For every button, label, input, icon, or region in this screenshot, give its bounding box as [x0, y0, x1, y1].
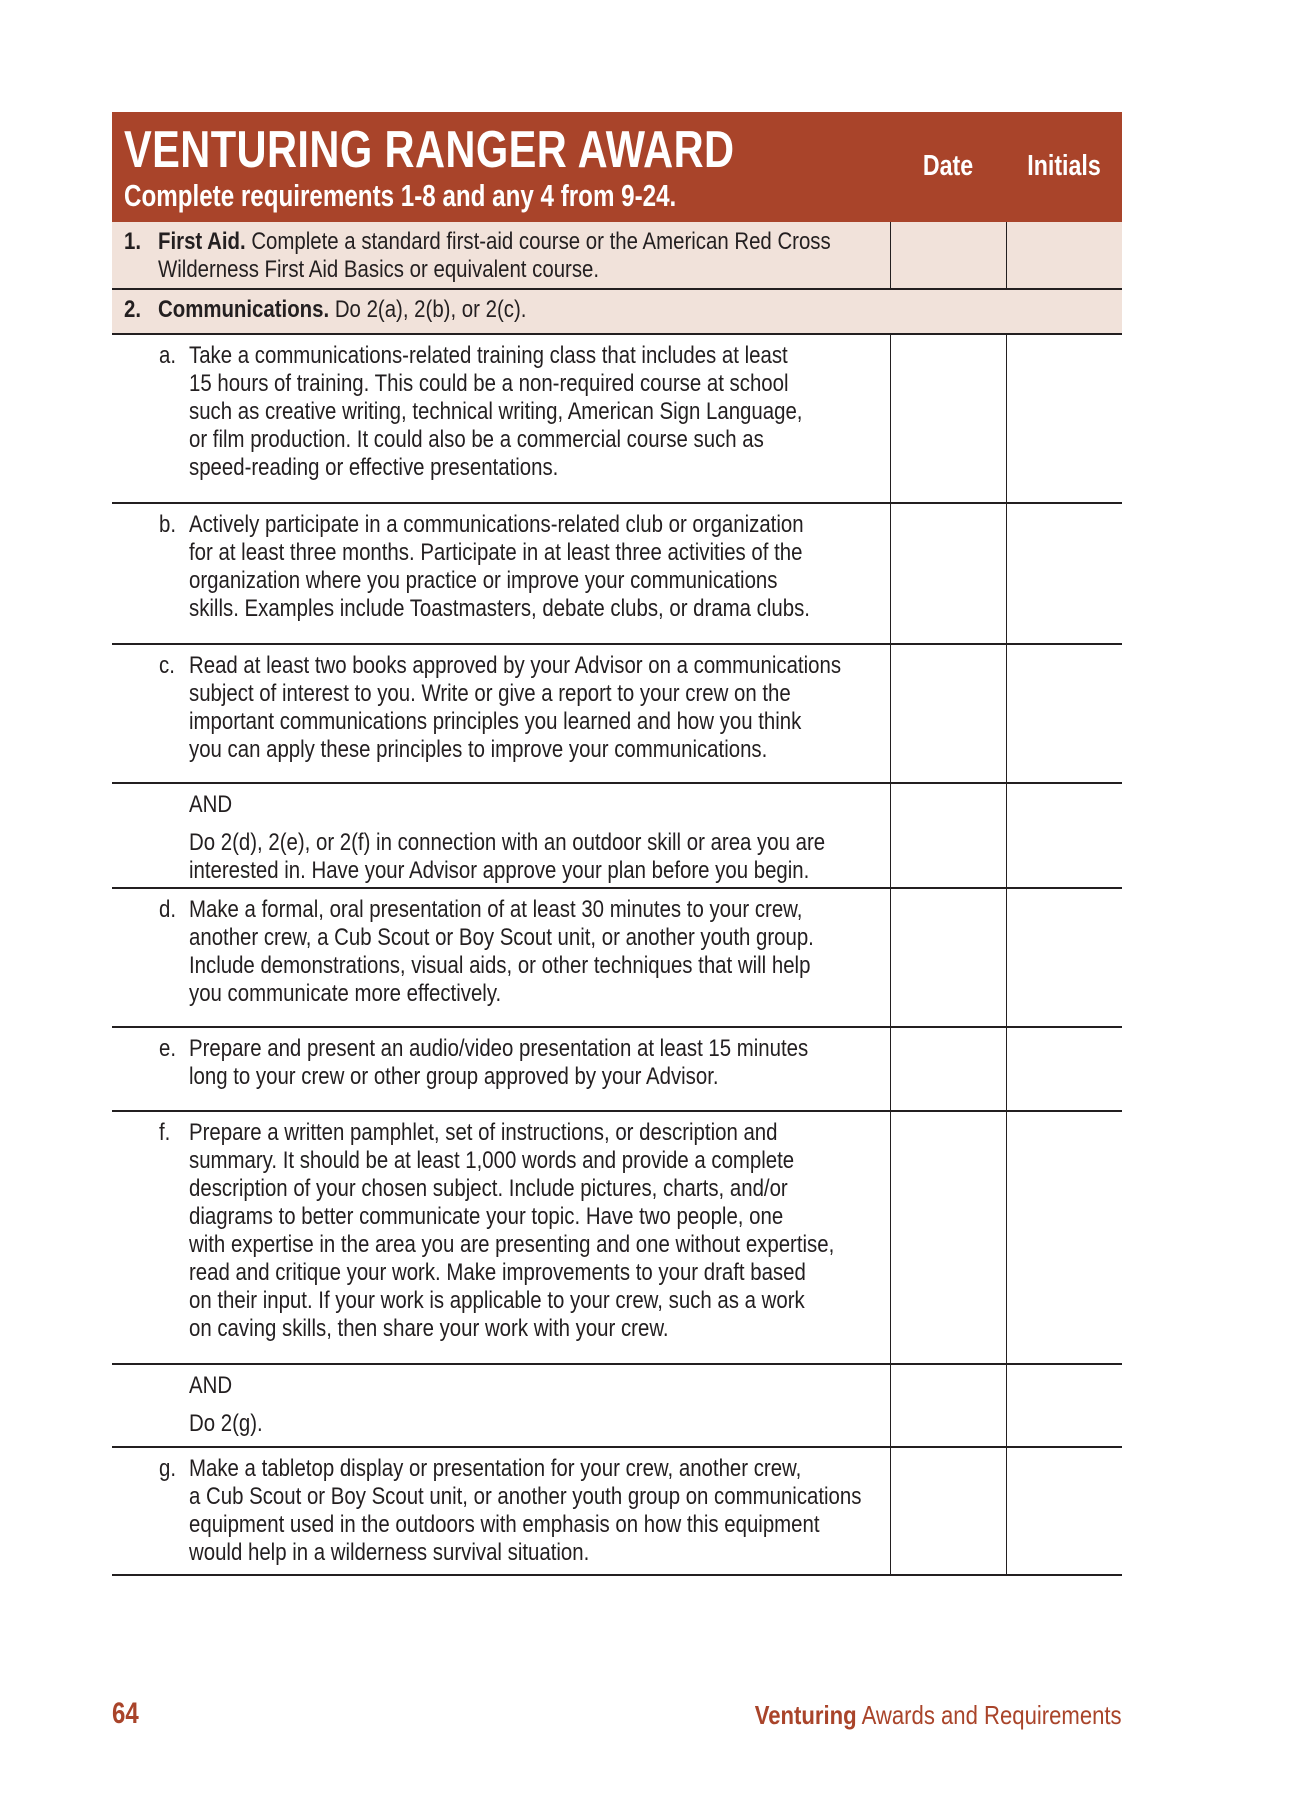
- date-cell[interactable]: [890, 1112, 1007, 1363]
- requirement-text: [158, 296, 591, 324]
- requirement-line: such as creative writing, technical writing, American Sign Language,: [189, 398, 803, 425]
- date-cell[interactable]: [890, 784, 1007, 887]
- requirement-text: [189, 1119, 948, 1343]
- date-cell[interactable]: [890, 645, 1007, 782]
- requirement-text: [189, 1372, 276, 1438]
- requirement-text: [189, 1035, 917, 1091]
- requirement-line: organization where you practice or improve your communications: [189, 567, 778, 594]
- page-number: 64: [112, 1697, 139, 1730]
- date-cell[interactable]: [890, 1028, 1007, 1110]
- footer-section-title: [755, 1700, 1122, 1731]
- requirement-text: [189, 896, 924, 1008]
- requirement-text: [189, 652, 956, 764]
- footer-section-rest: Awards and Requirements: [857, 1700, 1122, 1730]
- initials-cell[interactable]: [1006, 1448, 1123, 1574]
- requirement-line: would help in a wilderness survival situation.: [189, 1539, 590, 1566]
- requirement-line: on their input. If your work is applicable to your crew, such as a work: [189, 1287, 805, 1314]
- requirement-marker: 2.: [124, 296, 142, 323]
- requirement-marker: d.: [159, 896, 177, 923]
- date-cell[interactable]: [890, 1365, 1007, 1446]
- requirement-line: speed-reading or effective presentations.: [189, 454, 559, 481]
- date-cell[interactable]: [890, 335, 1007, 502]
- requirement-line: long to your crew or other group approved by your Advisor.: [189, 1063, 719, 1090]
- requirement-line: Communications. Do 2(a), 2(b), or 2(c).: [158, 296, 527, 323]
- requirement-row: [112, 1448, 1122, 1576]
- initials-cell[interactable]: [1006, 504, 1123, 643]
- award-title: VENTURING RANGER AWARD: [124, 121, 735, 179]
- requirement-line: subject of interest to you. Write or give a report to your crew on the: [189, 680, 791, 707]
- requirement-marker: f.: [159, 1119, 171, 1146]
- requirement-line: Make a formal, oral presentation of at least 30 minutes to your crew,: [189, 896, 803, 923]
- requirement-line: you can apply these principles to improve your communications.: [189, 736, 768, 763]
- requirement-line: on caving skills, then share your work with your crew.: [189, 1315, 669, 1342]
- requirement-line: Take a communications-related training class that includes at least: [189, 342, 788, 369]
- requirement-marker: g.: [159, 1455, 177, 1482]
- requirement-line: Actively participate in a communications-related club or organization: [189, 511, 804, 538]
- requirement-line: Prepare a written pamphlet, set of instructions, or description and: [189, 1119, 778, 1146]
- requirement-text: [189, 511, 920, 623]
- requirement-row: [112, 222, 1122, 290]
- requirement-line: or film production. It could also be a commercial course such as: [189, 426, 764, 453]
- requirement-marker: a.: [159, 342, 177, 369]
- requirement-row: [112, 1028, 1122, 1112]
- initials-cell[interactable]: [1006, 1365, 1123, 1446]
- requirement-row: [112, 290, 1122, 335]
- requirement-line: Do 2(g).: [189, 1410, 263, 1437]
- requirement-marker: b.: [159, 511, 177, 538]
- requirement-line: another crew, a Cub Scout or Boy Scout unit, or another youth group.: [189, 924, 814, 951]
- requirement-line: with expertise in the area you are presenting and one without expertise,: [189, 1231, 835, 1258]
- date-cell[interactable]: [890, 1448, 1007, 1574]
- requirement-line: Include demonstrations, visual aids, or other techniques that will help: [189, 952, 811, 979]
- requirement-line: diagrams to better communicate your topic. Have two people, one: [189, 1203, 784, 1230]
- requirement-marker: c.: [159, 652, 175, 679]
- requirement-line: a Cub Scout or Boy Scout unit, or another youth group on communications: [189, 1483, 862, 1510]
- requirement-line: important communications principles you learned and how you think: [189, 708, 802, 735]
- initials-cell[interactable]: [1006, 645, 1123, 782]
- requirement-text: [189, 342, 911, 482]
- initials-cell[interactable]: [1006, 784, 1123, 887]
- requirement-line: Do 2(d), 2(e), or 2(f) in connection with an outdoor skill or area you are: [189, 829, 826, 856]
- initials-cell[interactable]: [1006, 222, 1123, 288]
- requirement-row: [112, 645, 1122, 784]
- requirement-line: equipment used in the outdoors with emphasis on how this equipment: [189, 1511, 820, 1538]
- requirement-line: description of your chosen subject. Include pictures, charts, and/or: [189, 1175, 788, 1202]
- requirement-line: summary. It should be at least 1,000 words and provide a complete: [189, 1147, 795, 1174]
- requirement-text: [189, 1455, 980, 1567]
- requirement-row: [112, 1112, 1122, 1365]
- requirement-text: [189, 791, 937, 885]
- requirement-line: Wilderness First Aid Basics or equivalent course.: [158, 256, 600, 283]
- requirement-line: you communicate more effectively.: [189, 980, 502, 1007]
- requirement-row: [112, 504, 1122, 645]
- footer-section-bold: Venturing: [755, 1700, 858, 1730]
- date-cell[interactable]: [890, 504, 1007, 643]
- requirement-line: First Aid. Complete a standard first-aid course or the American Red Cross: [158, 228, 831, 255]
- requirement-row: [112, 1365, 1122, 1448]
- initials-cell[interactable]: [1006, 1112, 1123, 1363]
- award-header: [112, 112, 1122, 222]
- requirement-title: Communications.: [158, 296, 330, 323]
- requirement-line: read and critique your work. Make improvements to your draft based: [189, 1259, 806, 1286]
- initials-cell[interactable]: [1006, 1028, 1123, 1110]
- requirement-line: skills. Examples include Toastmasters, debate clubs, or drama clubs.: [189, 595, 810, 622]
- requirement-line: AND: [189, 791, 233, 818]
- requirement-line: Make a tabletop display or presentation for your crew, another crew,: [189, 1455, 802, 1482]
- requirement-line: interested in. Have your Advisor approve your plan before you begin.: [189, 857, 810, 884]
- requirement-line: AND: [189, 1372, 233, 1399]
- initials-cell[interactable]: [1006, 335, 1123, 502]
- requirement-title: First Aid.: [158, 228, 246, 255]
- requirement-row: [112, 889, 1122, 1028]
- requirement-marker: e.: [159, 1035, 177, 1062]
- requirement-line: Prepare and present an audio/video presentation at least 15 minutes: [189, 1035, 809, 1062]
- requirement-line: Read at least two books approved by your Advisor on a communications: [189, 652, 842, 679]
- requirement-text: [158, 228, 949, 284]
- award-subtitle: Complete requirements 1-8 and any 4 from 9-24.: [124, 178, 677, 213]
- date-column-header: Date: [922, 150, 974, 182]
- initials-cell[interactable]: [1006, 889, 1123, 1026]
- requirement-row: [112, 335, 1122, 504]
- requirement-marker: 1.: [124, 228, 142, 255]
- requirement-line: 15 hours of training. This could be a non-required course at school: [189, 370, 789, 397]
- initials-column-header: Initials: [1027, 150, 1101, 182]
- date-cell[interactable]: [890, 889, 1007, 1026]
- requirement-row: [112, 784, 1122, 889]
- date-cell[interactable]: [890, 222, 1007, 288]
- requirement-line: for at least three months. Participate in at least three activities of the: [189, 539, 803, 566]
